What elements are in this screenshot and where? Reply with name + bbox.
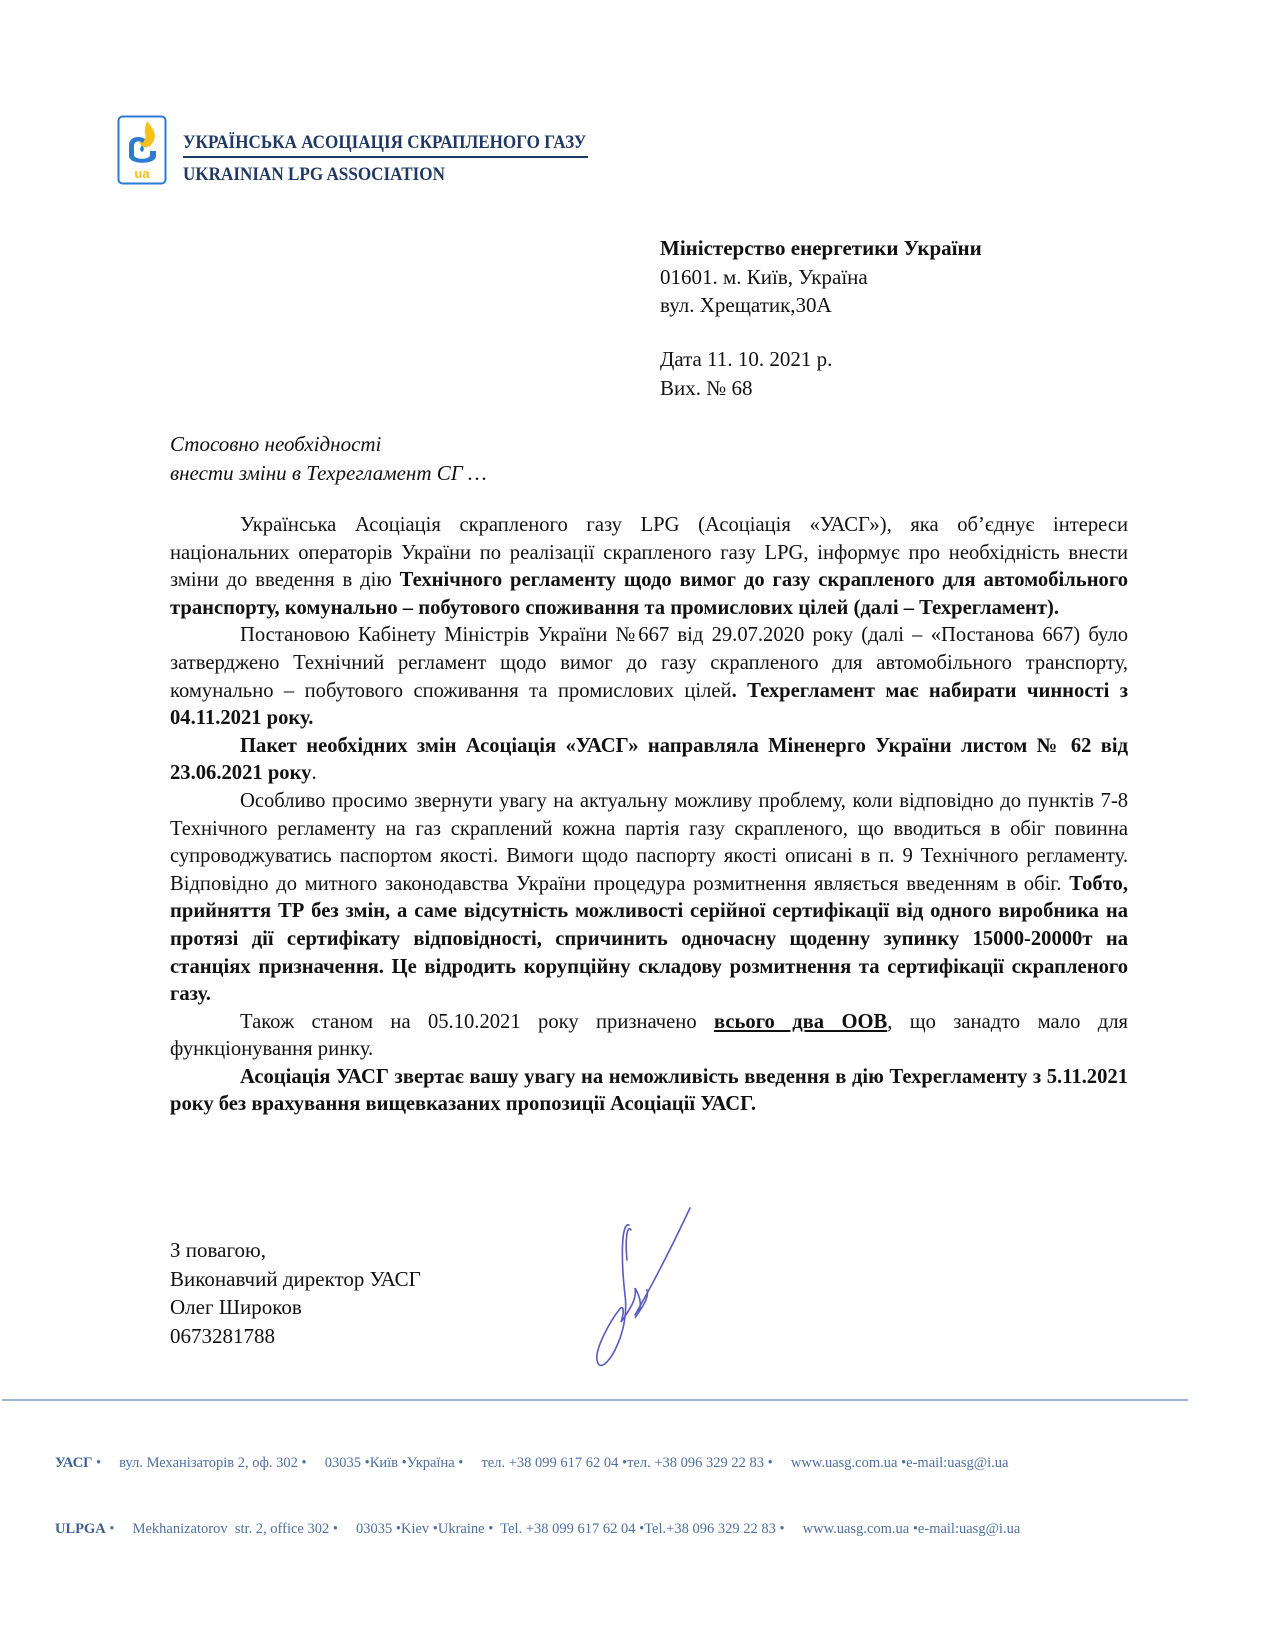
underlined-emphasis: всього два ООВ (714, 1010, 888, 1033)
signer-title: Виконавчий директор УАСГ (170, 1266, 421, 1291)
signer-name: Олег Широков (170, 1295, 302, 1319)
footer-org-en: ULPGA (55, 1521, 106, 1537)
footer (55, 1408, 1020, 1562)
outgoing-number: Вих. № 68 (660, 375, 753, 400)
footer-contacts-ua: • вул. Механізаторів 2, оф. 302 • 03035 •Київ •Україна • тел. +38 099 617 62 04 •тел. +38 096 329 22 83 • www.uasg.com.ua •e-mail:uasg@i.ua (92, 1455, 1009, 1471)
addressee-name: Міністерство енергетики України (660, 236, 982, 260)
handwritten-signature-icon (585, 1200, 725, 1380)
paragraph-4: Особливо просимо звернути увагу на актуальну можливу проблему, коли відповідно до пунктів 7-8 Технічного регламенту на газ скраплений кожна партія газу скрапленого, що вводиться в обіг повинна супроводжуватись паспортом якості. Вимоги щодо паспорту якості описані в п. 9 Технічного регламенту. Відповідно до митного законодавства України процедура розмитнення являється введенням в обіг. Тобто, прийняття ТР без змін, а саме відсутність можливості серійної сертифікації від одного виробника на протязі дії сертифікату відповідності, спричинить одночасну щоденну зупинку 15000-20000т на станціях призначення. Це відродить корупційну складову розмитнення та сертифікації скрапленого газу. (170, 789, 1128, 1006)
paragraph-5: Також станом на 05.10.2021 року призначено всього два ООВ, що занадто мало для функціонування ринку. (170, 1010, 1128, 1061)
subject-line-2: внести зміни в Техрегламент СГ … (170, 460, 487, 485)
letter-date: Дата 11. 10. 2021 р. (660, 347, 833, 371)
closing-block (170, 1236, 421, 1350)
org-name-block (183, 132, 633, 186)
paragraph-6: Асоціація УАСГ звертає вашу увагу на неможливість введення в дію Техрегламенту з 5.11.2021 року без врахування вищевказаних пропозиції Асоціації УАСГ. (170, 1065, 1128, 1116)
flame-drop-logo-icon (117, 115, 167, 185)
svg-text:ua: ua (134, 166, 150, 181)
footer-line-ua (55, 1452, 1020, 1474)
subject-line-1: Стосовно необхідності (170, 432, 382, 456)
addressee-line-2: вул. Хрещатик,30А (660, 293, 832, 317)
date-block (660, 345, 832, 402)
addressee-block (660, 234, 982, 320)
footer-contacts-en: • Mekhanizatorov str. 2, office 302 • 03035 •Kiev •Ukraine • Tel. +38 099 617 62 04 •Tel.+38 096 329 22 83 • www.uasg.com.ua •e-mail:uasg@i.ua (105, 1521, 1021, 1537)
footer-divider (2, 1399, 1188, 1401)
org-name-ua: УКРАЇНСЬКА АСОЦІАЦІЯ СКРАПЛЕНОГО ГАЗУ (183, 132, 588, 158)
org-name-en: UKRAINIAN LPG ASSOCIATION (183, 164, 445, 185)
paragraph-3: Пакет необхідних змін Асоціація «УАСГ» направляла Міненерго України листом № 62 від 23.06.2021 року. (170, 734, 1128, 785)
footer-org-ua: УАСГ (55, 1455, 93, 1471)
signer-phone: 0673281788 (170, 1323, 275, 1348)
letter-body (170, 512, 1128, 1119)
closing-regards: З повагою, (170, 1238, 266, 1262)
paragraph-2: Постановою Кабінету Міністрів України №667 від 29.07.2020 року (далі – «Постанова 667) було затверджено Технічний регламент щодо вимог до газу скрапленого для автомобільного транспорту, комунально – побутового споживання та промислових цілей. Техрегламент має набирати чинності з 04.11.2021 року. (170, 624, 1128, 730)
subject-line (170, 430, 487, 487)
paragraph-1: Українська Асоціація скрапленого газу LPG (Асоціація «УАСГ»), яка об’єднує інтереси національних операторів України по реалізації скрапленого газу LPG, інформує про необхідність внести зміни до введення в дію Технічного регламенту щодо вимог до газу скрапленого для автомобільного транспорту, комунально – побутового споживання та промислових цілей (далі – Техрегламент). (170, 514, 1128, 619)
addressee-line-1: 01601. м. Київ, Україна (660, 264, 868, 289)
footer-line-en (55, 1518, 1020, 1540)
